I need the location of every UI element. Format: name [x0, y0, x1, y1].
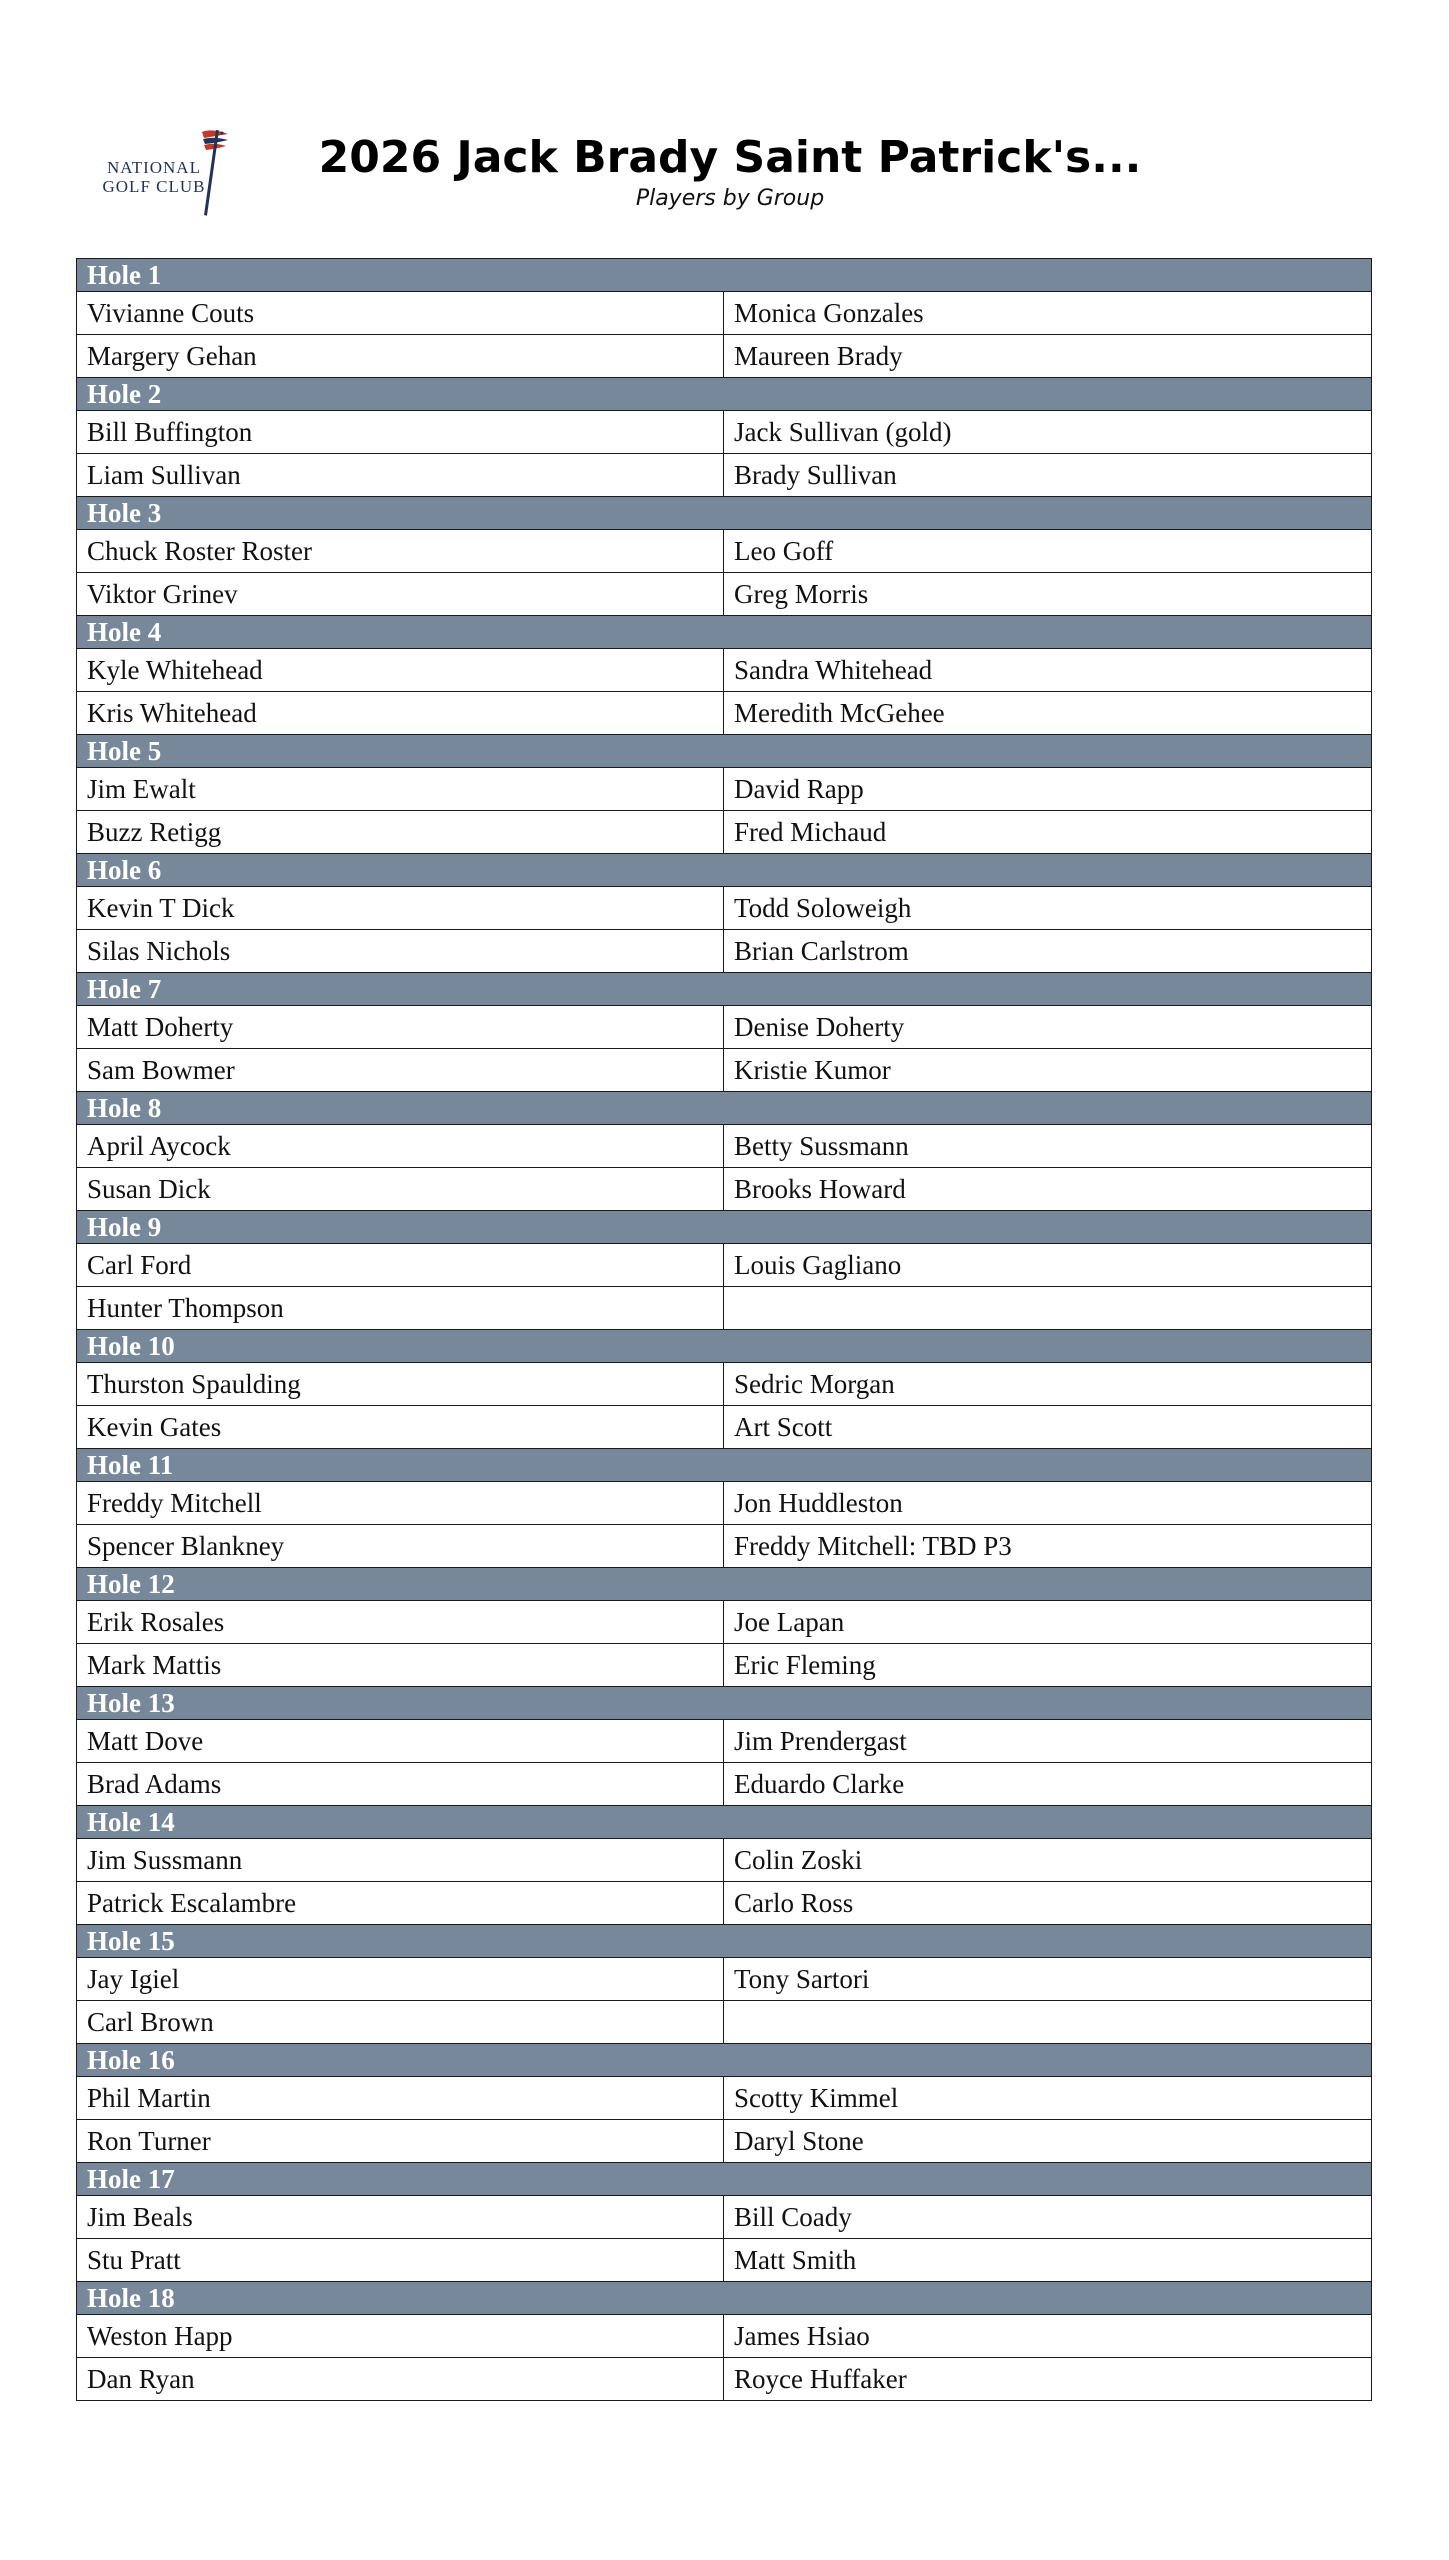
player-row	[77, 2358, 1372, 2401]
player-cell-left: Kevin Gates	[77, 1406, 724, 1449]
player-row	[77, 1406, 1372, 1449]
player-cell-right: Jim Prendergast	[724, 1720, 1372, 1763]
player-cell-left: Erik Rosales	[77, 1601, 724, 1644]
hole-header-row	[77, 854, 1372, 887]
player-cell-left: Patrick Escalambre	[77, 1882, 724, 1925]
player-row	[77, 335, 1372, 378]
player-cell-right: Jack Sullivan (gold)	[724, 411, 1372, 454]
hole-header-row	[77, 497, 1372, 530]
page-header	[0, 0, 1449, 230]
player-cell-left: Vivianne Couts	[77, 292, 724, 335]
page-title: 2026 Jack Brady Saint Patrick's...	[318, 132, 1142, 183]
hole-header-row	[77, 1925, 1372, 1958]
player-cell-left: Jay Igiel	[77, 1958, 724, 2001]
player-cell-right: Meredith McGehee	[724, 692, 1372, 735]
hole-header-row	[77, 973, 1372, 1006]
hole-header-row	[77, 1568, 1372, 1601]
player-cell-right: Carlo Ross	[724, 1882, 1372, 1925]
hole-label: Hole 7	[77, 973, 1372, 1006]
hole-header-row	[77, 378, 1372, 411]
player-row	[77, 2077, 1372, 2120]
hole-label: Hole 6	[77, 854, 1372, 887]
hole-label: Hole 2	[77, 378, 1372, 411]
player-cell-left: Kyle Whitehead	[77, 649, 724, 692]
hole-header-row	[77, 1806, 1372, 1839]
hole-label: Hole 3	[77, 497, 1372, 530]
player-row	[77, 454, 1372, 497]
player-cell-left: Sam Bowmer	[77, 1049, 724, 1092]
player-row	[77, 1168, 1372, 1211]
player-cell-right: Jon Huddleston	[724, 1482, 1372, 1525]
player-row	[77, 811, 1372, 854]
hole-label: Hole 15	[77, 1925, 1372, 1958]
player-row	[77, 1525, 1372, 1568]
hole-label: Hole 8	[77, 1092, 1372, 1125]
player-row	[77, 1287, 1372, 1330]
player-cell-right: Maureen Brady	[724, 335, 1372, 378]
player-cell-left: Freddy Mitchell	[77, 1482, 724, 1525]
player-row	[77, 292, 1372, 335]
hole-header-row	[77, 735, 1372, 768]
player-row	[77, 1006, 1372, 1049]
player-cell-left: Ron Turner	[77, 2120, 724, 2163]
player-cell-right: Freddy Mitchell: TBD P3	[724, 1525, 1372, 1568]
hole-label: Hole 17	[77, 2163, 1372, 2196]
page-subtitle: Players by Group	[635, 186, 825, 211]
player-row	[77, 1244, 1372, 1287]
player-row	[77, 530, 1372, 573]
player-row	[77, 930, 1372, 973]
hole-header-row	[77, 1330, 1372, 1363]
player-cell-left: Silas Nichols	[77, 930, 724, 973]
hole-label: Hole 18	[77, 2282, 1372, 2315]
player-cell-left: Margery Gehan	[77, 335, 724, 378]
player-cell-right: Scotty Kimmel	[724, 2077, 1372, 2120]
player-row	[77, 692, 1372, 735]
player-cell-left: Jim Ewalt	[77, 768, 724, 811]
hole-header-row	[77, 1449, 1372, 1482]
player-cell-right: Matt Smith	[724, 2239, 1372, 2282]
player-cell-left: Phil Martin	[77, 2077, 724, 2120]
player-cell-left: Matt Dove	[77, 1720, 724, 1763]
player-row	[77, 411, 1372, 454]
player-row	[77, 2315, 1372, 2358]
hole-header-row	[77, 2282, 1372, 2315]
player-cell-left: Kevin T Dick	[77, 887, 724, 930]
hole-header-row	[77, 1092, 1372, 1125]
player-cell-left: Spencer Blankney	[77, 1525, 724, 1568]
hole-label: Hole 5	[77, 735, 1372, 768]
player-cell-right: Tony Sartori	[724, 1958, 1372, 2001]
player-cell-right: Colin Zoski	[724, 1839, 1372, 1882]
player-cell-left: Jim Sussmann	[77, 1839, 724, 1882]
player-row	[77, 2196, 1372, 2239]
player-cell-right: Eric Fleming	[724, 1644, 1372, 1687]
player-cell-right: James Hsiao	[724, 2315, 1372, 2358]
roster-body	[77, 259, 1372, 2401]
player-row	[77, 1125, 1372, 1168]
player-cell-left: Bill Buffington	[77, 411, 724, 454]
player-cell-right: Greg Morris	[724, 573, 1372, 616]
player-row	[77, 1720, 1372, 1763]
player-cell-right: Leo Goff	[724, 530, 1372, 573]
national-golf-club-logo	[98, 128, 233, 218]
player-cell-right: Kristie Kumor	[724, 1049, 1372, 1092]
player-cell-right: Royce Huffaker	[724, 2358, 1372, 2401]
player-cell-left: Brad Adams	[77, 1763, 724, 1806]
player-row	[77, 1839, 1372, 1882]
hole-label: Hole 16	[77, 2044, 1372, 2077]
player-cell-right	[724, 1287, 1372, 1330]
player-row	[77, 649, 1372, 692]
player-row	[77, 1049, 1372, 1092]
hole-header-row	[77, 1211, 1372, 1244]
player-row	[77, 1482, 1372, 1525]
player-cell-left: Carl Brown	[77, 2001, 724, 2044]
hole-header-row	[77, 2044, 1372, 2077]
player-cell-left: Buzz Retigg	[77, 811, 724, 854]
player-cell-right: Denise Doherty	[724, 1006, 1372, 1049]
player-row	[77, 2120, 1372, 2163]
player-cell-left: Viktor Grinev	[77, 573, 724, 616]
hole-header-row	[77, 259, 1372, 292]
player-cell-right: Brian Carlstrom	[724, 930, 1372, 973]
player-cell-left: Chuck Roster Roster	[77, 530, 724, 573]
player-cell-left: Mark Mattis	[77, 1644, 724, 1687]
player-cell-right: Monica Gonzales	[724, 292, 1372, 335]
player-cell-right: David Rapp	[724, 768, 1372, 811]
logo-text	[98, 158, 210, 196]
hole-label: Hole 12	[77, 1568, 1372, 1601]
player-cell-right: Art Scott	[724, 1406, 1372, 1449]
player-cell-right: Sedric Morgan	[724, 1363, 1372, 1406]
player-cell-right: Sandra Whitehead	[724, 649, 1372, 692]
player-cell-right: Brooks Howard	[724, 1168, 1372, 1211]
player-cell-left: Dan Ryan	[77, 2358, 724, 2401]
player-row	[77, 1882, 1372, 1925]
player-cell-right: Fred Michaud	[724, 811, 1372, 854]
player-row	[77, 1763, 1372, 1806]
player-cell-left: Kris Whitehead	[77, 692, 724, 735]
hole-label: Hole 10	[77, 1330, 1372, 1363]
player-row	[77, 768, 1372, 811]
hole-label: Hole 1	[77, 259, 1372, 292]
player-cell-right: Joe Lapan	[724, 1601, 1372, 1644]
player-row	[77, 2239, 1372, 2282]
hole-label: Hole 14	[77, 1806, 1372, 1839]
player-cell-left: Susan Dick	[77, 1168, 724, 1211]
player-row	[77, 1644, 1372, 1687]
player-cell-right: Brady Sullivan	[724, 454, 1372, 497]
player-cell-left: Matt Doherty	[77, 1006, 724, 1049]
logo-line-2: GOLF CLUB	[102, 177, 206, 196]
player-cell-left: Liam Sullivan	[77, 454, 724, 497]
player-cell-right: Louis Gagliano	[724, 1244, 1372, 1287]
player-row	[77, 573, 1372, 616]
player-cell-left: Stu Pratt	[77, 2239, 724, 2282]
logo-line-1: NATIONAL	[107, 158, 201, 177]
player-row	[77, 1601, 1372, 1644]
hole-header-row	[77, 616, 1372, 649]
player-cell-right: Todd Soloweigh	[724, 887, 1372, 930]
player-cell-right	[724, 2001, 1372, 2044]
hole-label: Hole 4	[77, 616, 1372, 649]
player-cell-left: Carl Ford	[77, 1244, 724, 1287]
hole-label: Hole 9	[77, 1211, 1372, 1244]
player-row	[77, 2001, 1372, 2044]
player-row	[77, 887, 1372, 930]
player-cell-left: Hunter Thompson	[77, 1287, 724, 1330]
player-cell-left: April Aycock	[77, 1125, 724, 1168]
hole-label: Hole 11	[77, 1449, 1372, 1482]
player-cell-right: Eduardo Clarke	[724, 1763, 1372, 1806]
player-row	[77, 1958, 1372, 2001]
player-cell-left: Thurston Spaulding	[77, 1363, 724, 1406]
players-by-group-table	[76, 258, 1372, 2401]
player-cell-right: Daryl Stone	[724, 2120, 1372, 2163]
player-row	[77, 1363, 1372, 1406]
hole-header-row	[77, 1687, 1372, 1720]
hole-header-row	[77, 2163, 1372, 2196]
player-cell-right: Bill Coady	[724, 2196, 1372, 2239]
player-cell-left: Jim Beals	[77, 2196, 724, 2239]
player-cell-left: Weston Happ	[77, 2315, 724, 2358]
player-cell-right: Betty Sussmann	[724, 1125, 1372, 1168]
hole-label: Hole 13	[77, 1687, 1372, 1720]
